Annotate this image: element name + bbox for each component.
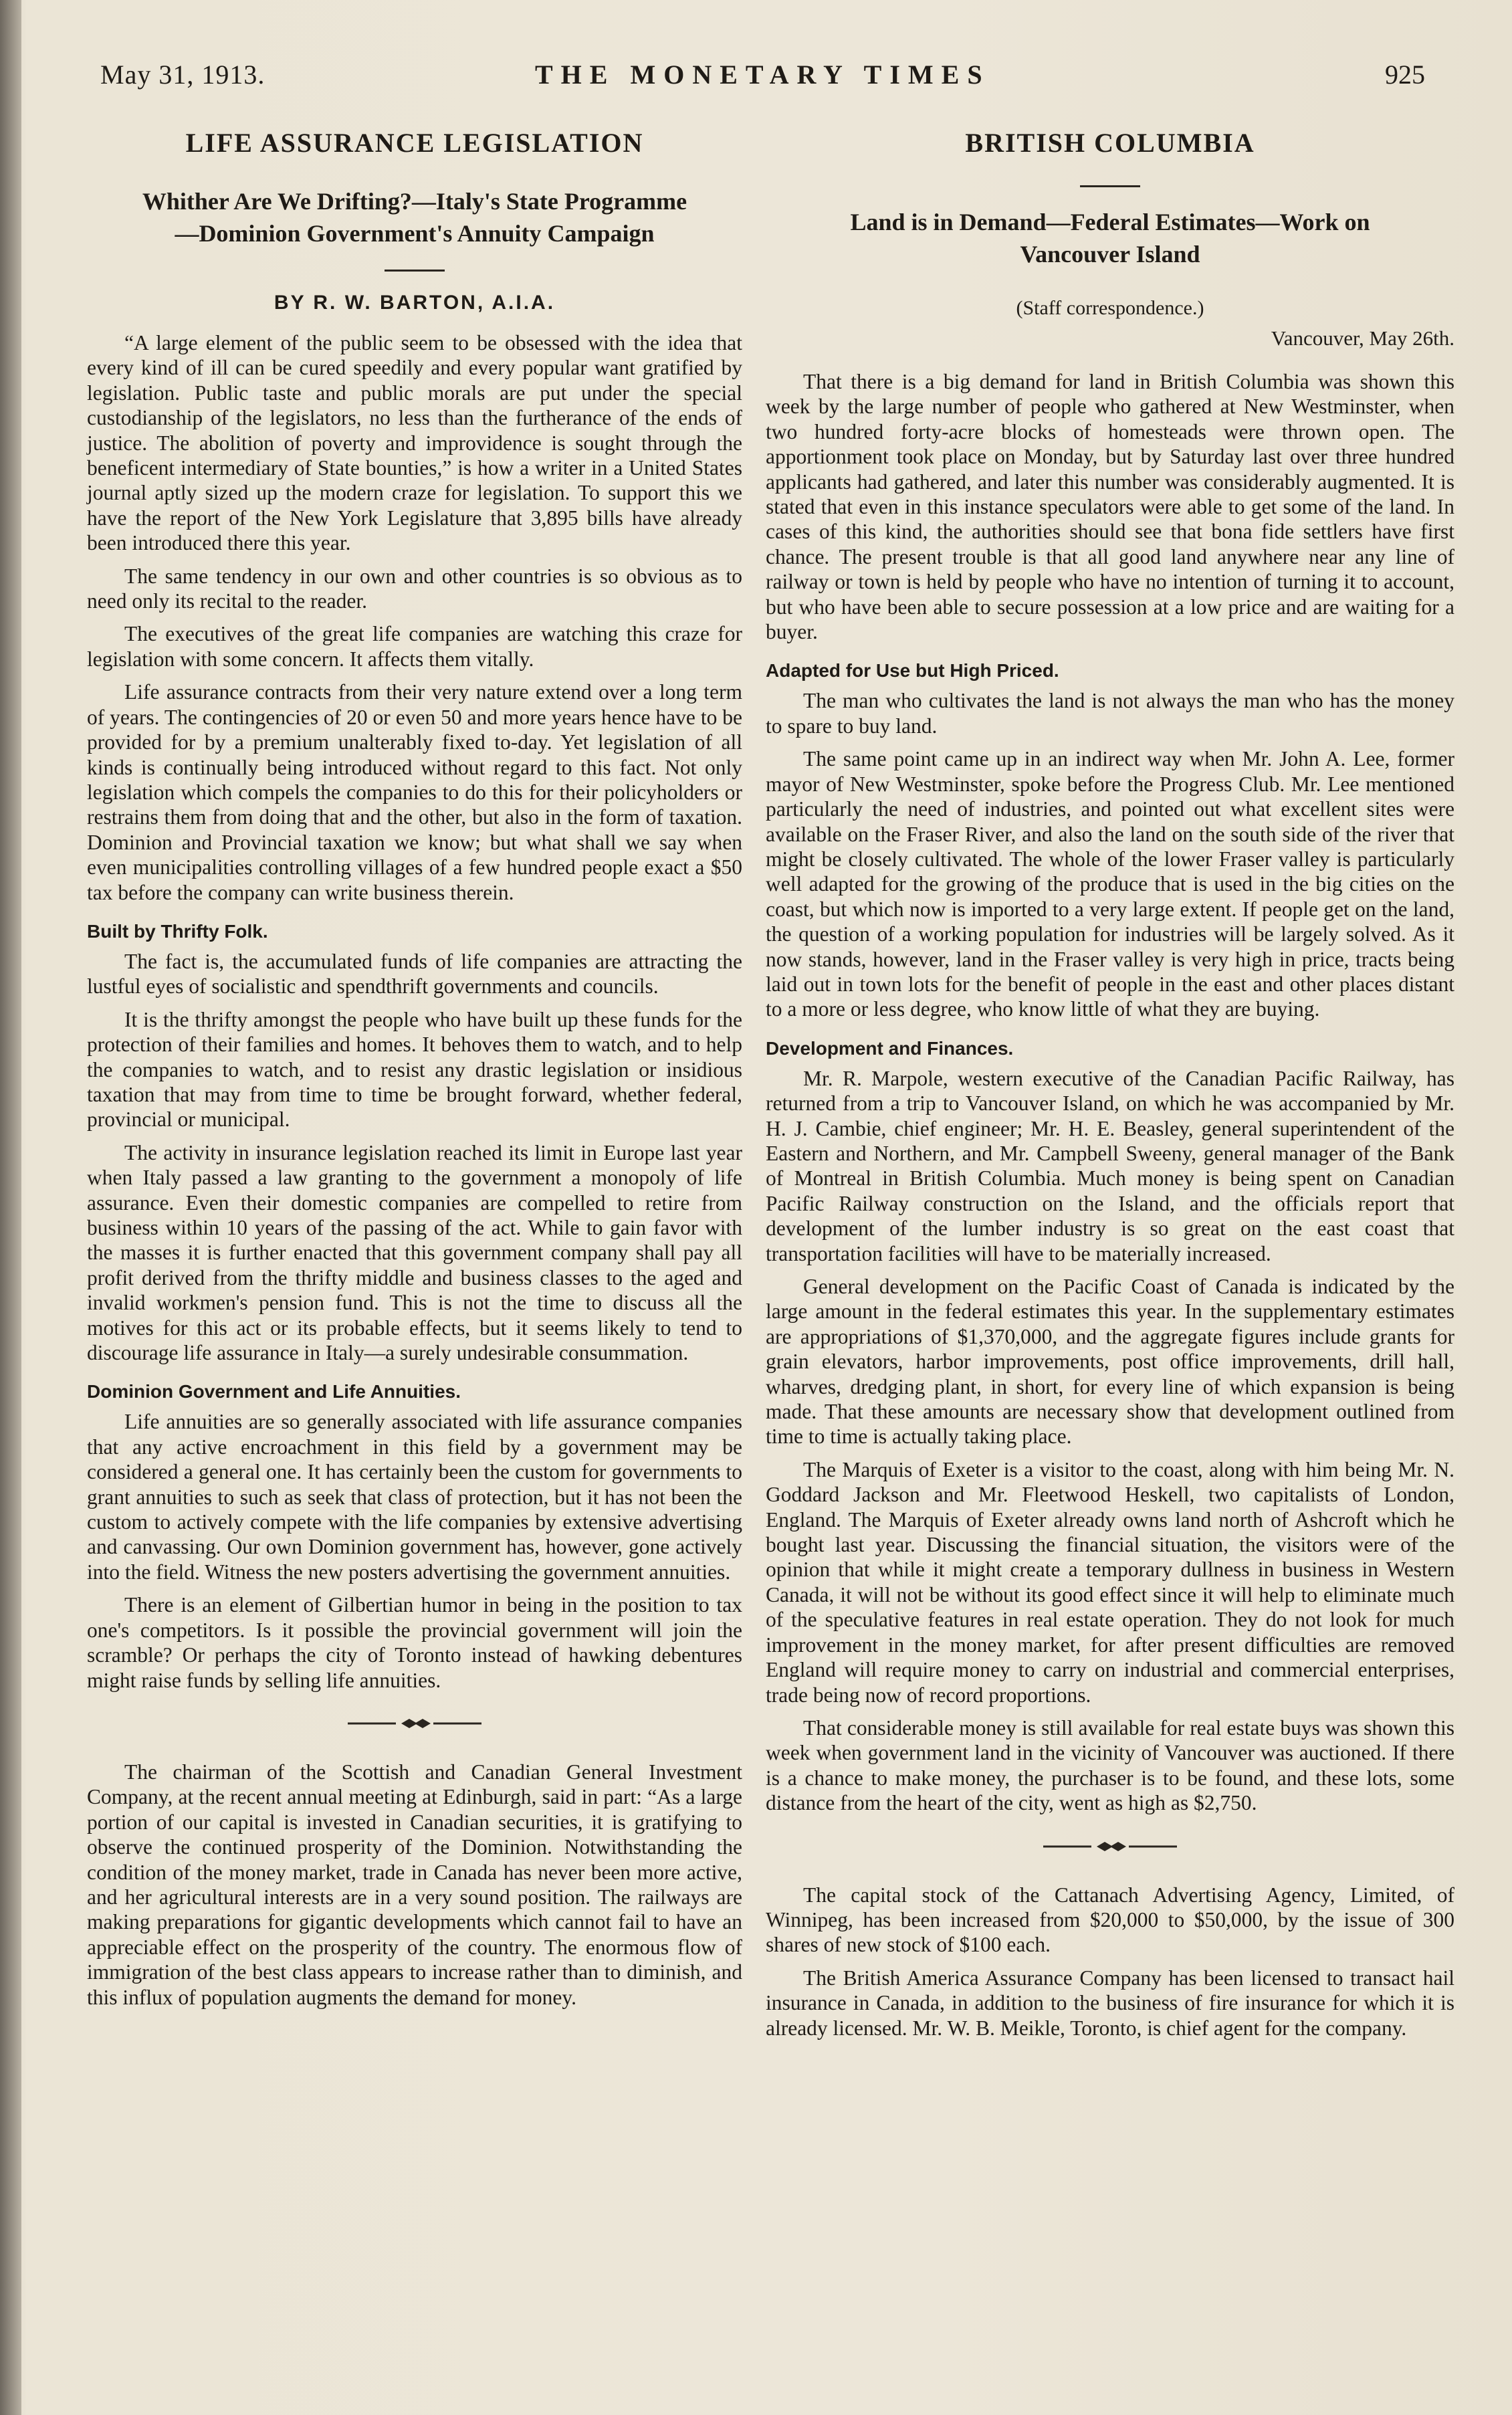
ornament-divider — [766, 1840, 1454, 1856]
article-title: LIFE ASSURANCE LEGISLATION — [185, 128, 644, 158]
paragraph: That considerable money is still available for real estate buys was shown this week when government land in the vicinity of Vancouver was auctioned. If there is a chance to make money, the purchaser is to be found, and these lots, some distance from the heart of the city, went as high as $2,750. — [766, 1715, 1454, 1815]
paragraph: The Marquis of Exeter is a visitor to the coast, along with him being Mr. N. Goddard Jackson and Mr. Fleetwood Heskell, two capitalists of London, England. The Marquis of Exeter already owns land north of Ashcroft which he bought last year. Discussing the financial situation, the visitors were of the opinion that while it might create a temporary dullness in business in Western Canada, it will not be without its good effect since it will help to eliminate much of the speculative features in real estate operation. They do not look for much improvement in the money market, for after present difficulties are removed England will require money to carry on industrial and commercial enterprises, trade being now of record proportions. — [766, 1457, 1454, 1707]
byline: BY R. W. BARTON, A.I.A. — [274, 292, 556, 314]
article-subtitle-line-2: —Dominion Government's Annuity Campaign — [175, 220, 655, 247]
article-subtitle-line-2: Vancouver Island — [1020, 241, 1200, 268]
staff-correspondence-note: (Staff correspondence.) — [1016, 297, 1204, 319]
journal-title: THE MONETARY TIMES — [535, 60, 990, 90]
paragraph: The man who cultivates the land is not always the man who has the money to spare to buy land. — [766, 689, 1454, 738]
subheading: Development and Finances. — [766, 1037, 1014, 1059]
ornament-divider — [87, 1717, 742, 1733]
paragraph: The same point came up in an indirect way when Mr. John A. Lee, former mayor of New Westminster, spoke before the Progress Club. Mr. Lee mentioned particularly the need of industries, and pointed out what excellent sites were available on the Fraser River, and also the land on the south side of the river that might be closely cultivated. The whole of the lower Fraser valley is particularly well adapted for the growing of the produce that is used in the big cities on the coast, but which now is imported to a very large extent. If people get on the land, the question of a working population for industries will be largely solved. As it now stands, however, land in the Fraser valley is very high in price, tracts being laid out in town lots for the benefit of people in the east and other places distant to a more or less degree, who know little of what they are buying. — [766, 747, 1454, 1021]
paragraph: It is the thrifty amongst the people who have built up these funds for the protection of their families and homes. It behoves them to watch, and to help the companies to watch, and to resist any drastic legislation or insidious taxation that may from time to time be brought forward, whether federal, provincial or municipal. — [87, 1007, 742, 1132]
paragraph: “A large element of the public seem to be obsessed with the idea that every kind of ill can be cured speedily and every popular want gratified by legislation. Public taste and public morals are put under the special custodianship of the legislators, no less than the furtherance of the ends of justice. The abolition of poverty and improvidence is sought through the beneficent intermediary of State bounties,” is how a writer in a United States journal aptly sized up the modern craze for legislation. To support this we have the report of the New York Legislature that 3,895 bills have already been introduced there this year. — [87, 331, 742, 555]
paragraph: Life annuities are so generally associated with life assurance companies that any active encroachment in this field by a government may be considered a general one. It has certainly been the custom for governments to grant annuities to such as seek that class of protection, but it has not been the custom to actively compete with the life companies by extensive advertising and canvassing. Our own Dominion government has, however, gone actively into the field. Witness the new posters advertising the government annuities. — [87, 1410, 742, 1584]
title-rule — [385, 270, 445, 272]
paragraph: Life assurance contracts from their very nature extend over a long term of years. The contingencies of 20 or even 50 and more years hence have to be provided for by a premium unalterably fixed to-day. Yet legislation of all kinds is continually being introduced without regard to this fact. Not only legislation which compels the companies to do this for their policyholders or restrains them from doing that and the other, but also in the form of taxation. Dominion and Provincial taxation we know; but what shall we say when even municipalities controlling villages of a few hundred people exact a $50 tax before the company can write business therein. — [87, 680, 742, 904]
subheading: Dominion Government and Life Annuities. — [87, 1381, 461, 1402]
paragraph: General development on the Pacific Coast of Canada is indicated by the large amount in the federal estimates this year. In the supplementary estimates are appropriations of $1,370,000, and the aggregate figures include grants for grain elevators, harbor improvements, post office improvements, drill hall, wharves, dredging plant, in short, for every line of which expansion is being made. That these amounts are necessary show that development outlined from time to time is actually taking place. — [766, 1275, 1454, 1449]
right-column-article — [766, 127, 1454, 2049]
paragraph: The British America Assurance Company has been licensed to transact hail insurance in Canada, in addition to the business of fire insurance for which it is already licensed. Mr. W. B. Meikle, Toronto, is chief agent for the company. — [766, 1966, 1454, 2040]
paragraph: The capital stock of the Cattanach Advertising Agency, Limited, of Winnipeg, has been increased from $20,000 to $50,000, by the issue of 300 shares of new stock of $100 each. — [766, 1883, 1454, 1957]
article-subtitle-line-1: Land is in Demand—Federal Estimates—Work on — [850, 209, 1370, 235]
dateline: Vancouver, May 26th. — [1271, 326, 1454, 350]
paragraph: The executives of the great life companies are watching this craze for legislation with some concern. It affects them vitally. — [87, 622, 742, 671]
article-subtitle-line-1: Whither Are We Drifting?—Italy's State Programme — [142, 188, 687, 215]
paragraph: The fact is, the accumulated funds of life companies are attracting the lustful eyes of socialistic and spendthrift governments and councils. — [87, 949, 742, 999]
left-column-article — [87, 127, 742, 2018]
paragraph: Mr. R. Marpole, western executive of the Canadian Pacific Railway, has returned from a trip to Vancouver Island, on which he was accompanied by Mr. H. J. Cambie, chief engineer; Mr. H. E. Beasley, general superintendent of the Eastern and Northern, and Mr. Campbell Sweeny, general manager of the Bank of Montreal in British Columbia. Much money is being spent on Canadian Pacific Railway construction on the Island, and the officials report that development of the lumber industry is so great on the east coast that transportation facilities will have to be materially increased. — [766, 1066, 1454, 1265]
paragraph: That there is a big demand for land in British Columbia was shown this week by the large number of people who gathered at New Westminster, when two hundred forty-acre blocks of homesteads were thrown open. The apportionment took place on Monday, but by Saturday last over three hundred applicants had gathered, and later this number was considerably augmented. It is stated that even in this instance speculators were able to get some of the land. In cases of this kind, the authorities should see that bona fide settlers have first chance. The present trouble is that all good land anywhere near any line of railway or town is held by people who have no intention of turning it to account, but who have been able to secure possession at a low price and are waiting for a buyer. — [766, 370, 1454, 644]
page-header — [100, 59, 1445, 106]
title-rule — [1080, 185, 1140, 187]
article-subtitle — [786, 206, 1434, 270]
paragraph: The chairman of the Scottish and Canadian General Investment Company, at the recent annual meeting at Edinburgh, said in part: “As a large portion of our capital is invested in Canadian securities, it is gratifying to observe the continued prosperity of the Dominion. Notwithstanding the condition of the money market, trade in Canada has never been more active, and her agricultural interests are in a very sound position. The railways are making preparations for gigantic developments which cannot fail to have an appreciable effect on the prosperity of the country. The enormous flow of immigration of the best class appears to increase rather than to diminish, and this influx of population augments the demand for money. — [87, 1760, 742, 2009]
subheading: Built by Thrifty Folk. — [87, 920, 268, 942]
article-title: BRITISH COLUMBIA — [965, 128, 1255, 158]
issue-date: May 31, 1913. — [100, 60, 265, 90]
paragraph: The activity in insurance legislation reached its limit in Europe last year when Italy passed a law granting to the government a monopoly of life assurance. Even their domestic companies are compelled to retire from business within 10 years of the passing of the act. While to gain favor with the masses it is further enacted that this government company shall pay all profit derived from the thrifty middle and business classes to the aged and invalid workmen's pension fund. This is not the time to discuss all the motives for this act or its probable effects, but it seems likely to tend to discourage life assurance in Italy—a surely undesirable consummation. — [87, 1140, 742, 1365]
subheading: Adapted for Use but High Priced. — [766, 660, 1059, 681]
article-subtitle — [107, 185, 722, 249]
page-number: 925 — [1385, 60, 1425, 90]
binding-spine — [0, 0, 21, 2415]
paragraph: There is an element of Gilbertian humor in being in the position to tax one's competitors. Is it possible the provincial government will join the scramble? Or perhaps the city of Toronto instead of hawking debentures might raise funds by selling life annuities. — [87, 1593, 742, 1692]
paragraph: The same tendency in our own and other countries is so obvious as to need only its recital to the reader. — [87, 564, 742, 613]
